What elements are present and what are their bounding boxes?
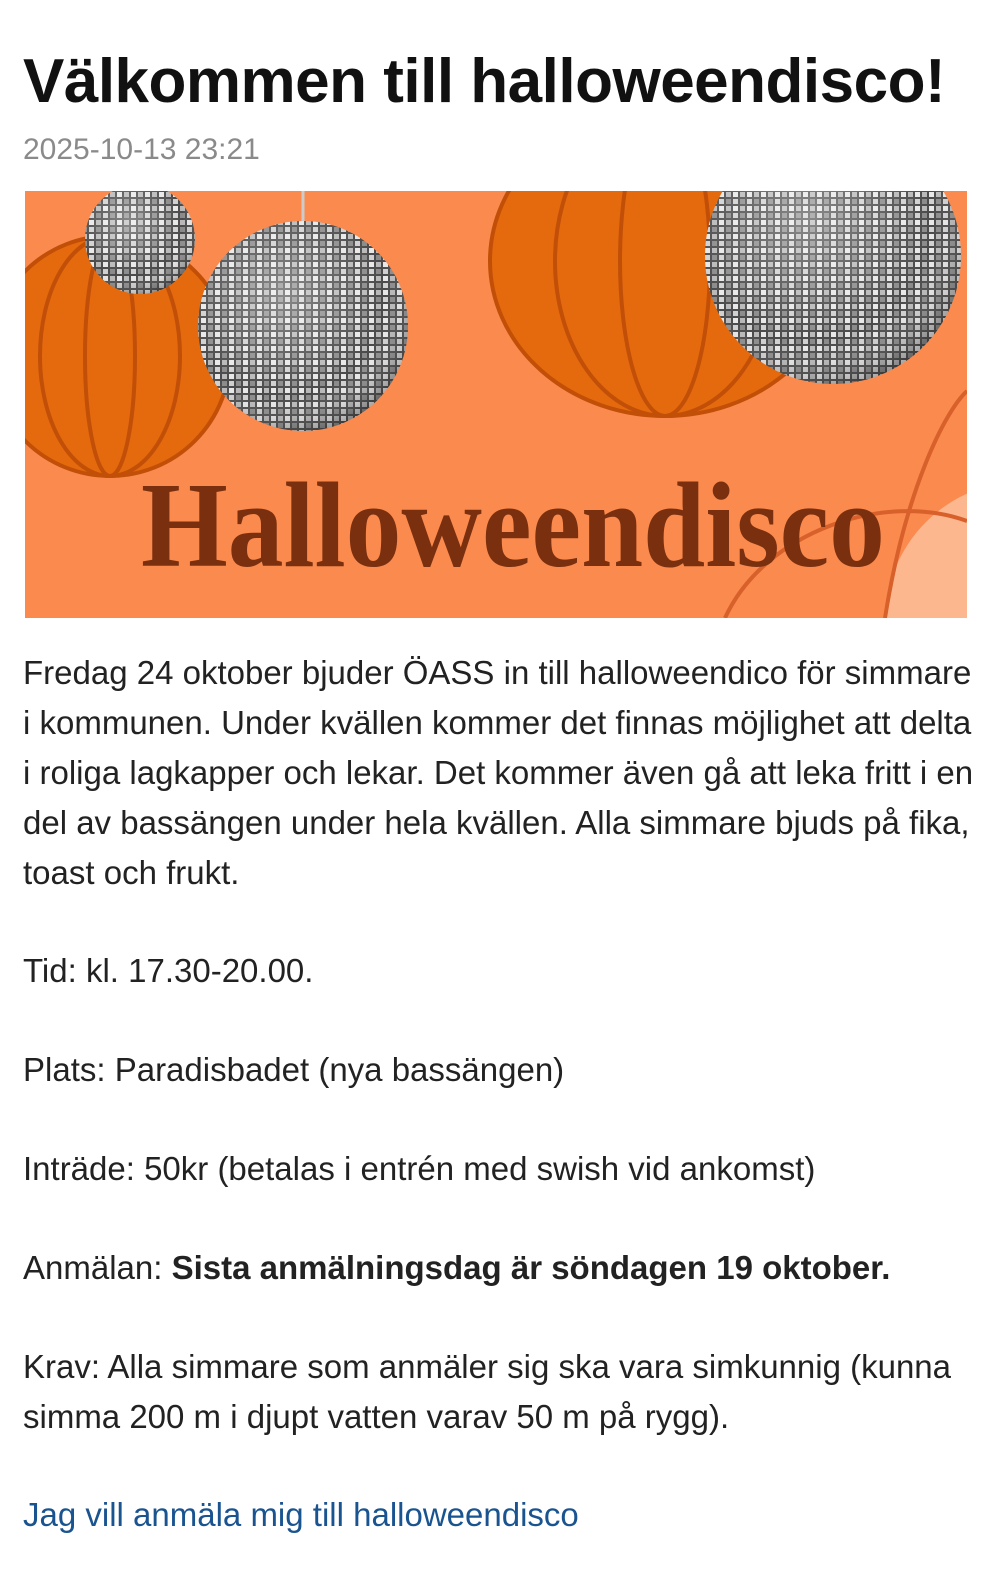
requirements-info: Krav: Alla simmare som anmäler sig ska vara simkunnig (kunna simma 200 m i djupt vatten varav 50 m på rygg). [23,1348,952,1435]
publish-timestamp: 2025-10-13 23:21 [23,133,260,166]
registration-deadline: Sista anmälningsdag är söndagen 19 oktober. [171,1249,891,1286]
entry-fee-info: Inträde: 50kr (betalas i entrén med swish vid ankomst) [23,1150,816,1187]
signup-link[interactable]: Jag vill anmäla mig till halloweendisco [23,1496,579,1533]
registration-label: Anmälan: [23,1249,172,1286]
halloween-banner-image [25,191,967,618]
banner-title: Halloweendisco [141,458,885,593]
registration-info [23,1243,978,1293]
intro-paragraph: Fredag 24 oktober bjuder ÖASS in till halloweendico för simmare i kommunen. Under kvällen kommer det finnas möjlighet att delta i roliga lagkapper och lekar. Det kommer även gå att leka fritt i en del av bassängen under hela kvällen. Alla simmare bjuds på fika, toast och frukt. [23,654,974,891]
time-info: Tid: kl. 17.30-20.00. [23,952,314,989]
place-info: Plats: Paradisbadet (nya bassängen) [23,1051,565,1088]
page-title: Välkommen till halloweendisco! [23,47,946,116]
